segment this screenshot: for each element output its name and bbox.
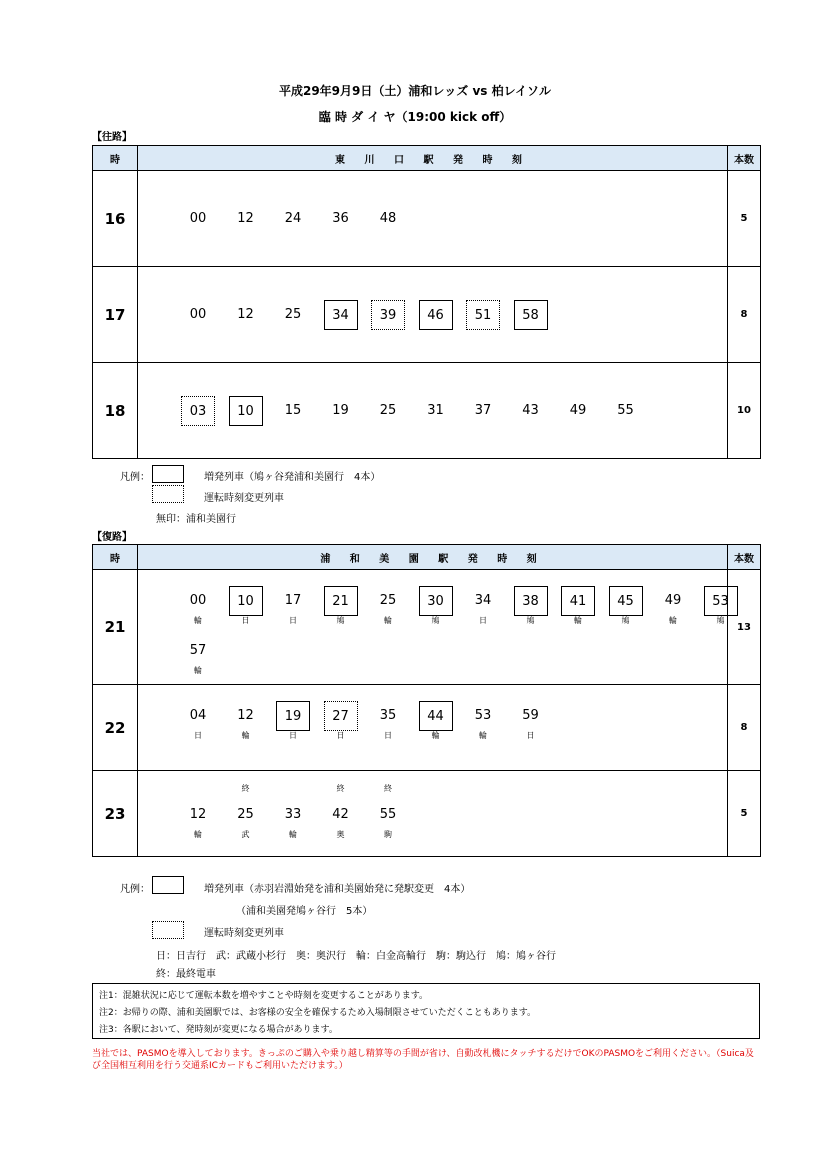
hour-row [93, 771, 761, 857]
count-cell: 5 [728, 171, 761, 267]
destination-abbrev: 日 [479, 616, 487, 625]
minutes-cell [138, 771, 728, 857]
legend-changed-box [152, 921, 184, 939]
minute-value: 55 [379, 807, 397, 822]
departure-time [229, 586, 263, 626]
legend-prefix: 凡例： [120, 884, 150, 895]
legend-extra-text-1: 増発列車（赤羽岩淵始発を浦和美園始発に発駅変更 4本） [204, 884, 471, 895]
destination-abbrev: 鳩 [431, 616, 440, 625]
departure-time [229, 204, 263, 234]
destination-abbrev: 日 [384, 731, 392, 740]
departure-time [276, 800, 310, 840]
minute-value: 00 [189, 307, 207, 322]
minute-value: 35 [379, 708, 397, 723]
destination-abbrev: 輪 [241, 731, 250, 740]
minute-value: 17 [284, 593, 302, 608]
pasmo-notice: 当社では、PASMOを導入しております。きっぷのご購入や乗り越し精算等の手間が省け、自動改札機にタッチするだけでOKのPASMOをご利用ください。（Suica及び全国相互利用を行う交通系ICカードもご利用いただけます。） [92, 1049, 754, 1071]
minute-value: 04 [189, 708, 207, 723]
departure-time [276, 586, 310, 626]
departure-time [466, 300, 500, 330]
minute-value: 57 [189, 643, 207, 658]
minute-value: 25 [379, 593, 397, 608]
minute-value: 31 [427, 403, 444, 418]
minute-value: 12 [237, 708, 254, 723]
departure-time [561, 396, 595, 426]
page-subtitle: 臨 時 ダ イ ヤ（19:00 kick off） [318, 110, 512, 124]
extra-train-minute: 58 [514, 300, 548, 330]
departure-time [419, 701, 453, 741]
legend-changed-box [152, 485, 184, 503]
minute-value: 43 [522, 403, 539, 418]
legend-extra-box [152, 876, 184, 894]
hour-row [93, 685, 761, 771]
departure-time [514, 396, 548, 426]
destination-abbrev: 輪 [384, 616, 392, 625]
destination-abbrev: 日 [289, 616, 297, 625]
minute-value: 12 [189, 807, 207, 822]
departure-time [324, 204, 358, 234]
col-count-header: 本数 [728, 146, 761, 171]
extra-train-minute: 46 [419, 300, 453, 330]
destination-abbrev: 日 [289, 731, 297, 740]
last-train-mark: 終 [336, 784, 345, 793]
legend-extra-box [152, 465, 184, 483]
departure-time [324, 784, 358, 840]
destination-abbrev: 輪 [574, 616, 582, 625]
destination-abbrev: 武 [241, 830, 250, 839]
hour-row [93, 171, 761, 267]
minute-value: 48 [379, 211, 397, 226]
col-hour-header: 時 [93, 146, 138, 171]
departure-time [324, 300, 358, 330]
return-timetable [92, 544, 761, 857]
hour-cell: 22 [93, 685, 138, 771]
destination-abbrev: 駒 [384, 830, 392, 839]
departure-time [181, 300, 215, 330]
departure-time [371, 204, 405, 234]
changed-train-minute: 27 [324, 701, 358, 731]
changed-train-minute: 51 [466, 300, 500, 330]
last-train-mark: 終 [384, 784, 392, 793]
minute-value: 24 [284, 211, 302, 226]
departure-time [181, 800, 215, 840]
departure-time [371, 586, 405, 626]
departure-time [656, 586, 690, 626]
minute-value: 49 [664, 593, 682, 608]
note-2: 注2：お帰りの際、浦和美園駅では、お客様の安全を確保するため入場制限させていただくこともあります。 [99, 1008, 537, 1018]
destination-abbrev: 輪 [289, 830, 297, 839]
legend-unmarked-text: 無印：浦和美園行 [156, 514, 236, 525]
minute-value: 25 [284, 307, 302, 322]
minute-value: 15 [284, 403, 302, 418]
outbound-timetable [92, 145, 761, 459]
minute-value: 34 [474, 593, 492, 608]
destination-abbrev: 輪 [194, 666, 202, 675]
departure-time [371, 701, 405, 741]
destination-abbrev: 日 [526, 731, 535, 740]
minute-value: 53 [474, 708, 492, 723]
extra-train-minute: 41 [561, 586, 595, 616]
minute-value: 49 [569, 403, 587, 418]
departure-time [229, 300, 263, 330]
col-title-header: 浦 和 美 園 駅 発 時 刻 [138, 545, 728, 570]
departure-time [181, 396, 215, 426]
extra-train-minute: 19 [276, 701, 310, 731]
minute-value: 00 [189, 593, 207, 608]
departure-time [276, 204, 310, 234]
legend-changed-text: 運転時刻変更列車 [204, 928, 284, 939]
destination-abbrev: 輪 [479, 731, 487, 740]
legend-last-text: 終：最終電車 [156, 969, 216, 980]
hour-cell: 16 [93, 171, 138, 267]
changed-train-minute: 03 [181, 396, 215, 426]
departure-time [371, 300, 405, 330]
departure-time [514, 300, 548, 330]
minute-value: 25 [379, 403, 397, 418]
count-cell: 8 [728, 685, 761, 771]
changed-train-minute: 39 [371, 300, 405, 330]
minute-value: 12 [237, 211, 254, 226]
departure-time [561, 586, 595, 626]
legend-abbrev-text: 日：日吉行 武：武蔵小杉行 奥：奥沢行 輪：白金高輪行 駒：駒込行 鳩：鳩ヶ谷行 [156, 951, 556, 962]
hour-row [93, 267, 761, 363]
minute-value: 19 [332, 403, 349, 418]
departure-time [704, 586, 738, 626]
minutes-cell [138, 171, 728, 267]
departure-time [276, 396, 310, 426]
destination-abbrev: 鳩 [716, 616, 725, 625]
destination-abbrev: 鳩 [336, 616, 345, 625]
last-train-mark: 終 [241, 784, 250, 793]
extra-train-minute: 38 [514, 586, 548, 616]
departure-time [229, 396, 263, 426]
departure-time [229, 701, 263, 741]
hour-row [93, 363, 761, 459]
departure-time [466, 701, 500, 741]
count-cell: 10 [728, 363, 761, 459]
hour-row [93, 570, 761, 685]
departure-time [466, 586, 500, 626]
destination-abbrev: 輪 [669, 616, 677, 625]
departure-time [514, 586, 548, 626]
hour-cell: 17 [93, 267, 138, 363]
destination-abbrev: 輪 [431, 731, 440, 740]
departure-time [276, 300, 310, 330]
departure-time [324, 586, 358, 626]
minute-value: 42 [332, 807, 349, 822]
departure-time [419, 300, 453, 330]
outbound-label: 【往路】 [92, 132, 132, 143]
minute-value: 37 [474, 403, 492, 418]
departure-time [371, 396, 405, 426]
minute-value: 36 [332, 211, 349, 226]
page-title: 平成29年9月9日（土）浦和レッズ vs 柏レイソル [278, 84, 551, 98]
legend-prefix: 凡例： [120, 472, 150, 483]
destination-abbrev: 奥 [336, 830, 345, 839]
hour-cell: 21 [93, 570, 138, 685]
departure-time [324, 396, 358, 426]
minute-value: 12 [237, 307, 254, 322]
departure-time [609, 586, 643, 626]
departure-time [324, 701, 358, 741]
extra-train-minute: 21 [324, 586, 358, 616]
destination-abbrev: 日 [194, 731, 202, 740]
departure-time [419, 396, 453, 426]
count-cell: 5 [728, 771, 761, 857]
note-3: 注3：各駅において、発時刻が変更になる場合があります。 [99, 1025, 338, 1035]
destination-abbrev: 日 [336, 731, 345, 740]
return-label: 【復路】 [92, 532, 132, 543]
destination-abbrev: 輪 [194, 830, 202, 839]
count-cell: 13 [728, 570, 761, 685]
count-cell: 8 [728, 267, 761, 363]
col-hour-header: 時 [93, 545, 138, 570]
note-1: 注1：混雑状況に応じて運転本数を増やすことや時刻を変更することがあります。 [99, 991, 429, 1001]
minutes-cell [138, 267, 728, 363]
hour-cell: 18 [93, 363, 138, 459]
departure-time [419, 586, 453, 626]
minute-value: 00 [189, 211, 207, 226]
departure-time [181, 636, 215, 676]
departure-time [276, 701, 310, 741]
departure-time [181, 204, 215, 234]
extra-train-minute: 30 [419, 586, 453, 616]
minutes-cell [138, 685, 728, 771]
destination-abbrev: 鳩 [526, 616, 535, 625]
destination-abbrev: 輪 [194, 616, 202, 625]
notes-box [92, 983, 760, 1039]
legend-changed-text: 運転時刻変更列車 [204, 493, 284, 504]
extra-train-minute: 10 [229, 396, 263, 426]
minute-value: 33 [284, 807, 302, 822]
departure-time [609, 396, 643, 426]
departure-time [514, 701, 548, 741]
minute-value: 55 [617, 403, 634, 418]
departure-time [181, 586, 215, 626]
extra-train-minute: 34 [324, 300, 358, 330]
extra-train-minute: 53 [704, 586, 738, 616]
extra-train-minute: 10 [229, 586, 263, 616]
destination-abbrev: 日 [241, 616, 250, 625]
legend-extra-text: 増発列車（鳩ヶ谷発浦和美園行 4本） [204, 472, 381, 483]
minute-value: 25 [237, 807, 254, 822]
departure-time [181, 701, 215, 741]
minutes-cell [138, 363, 728, 459]
col-title-header: 東 川 口 駅 発 時 刻 [138, 146, 728, 171]
departure-time [466, 396, 500, 426]
departure-time [229, 784, 263, 840]
departure-time [371, 784, 405, 840]
minutes-cell [138, 570, 728, 685]
extra-train-minute: 45 [609, 586, 643, 616]
extra-train-minute: 44 [419, 701, 453, 731]
hour-cell: 23 [93, 771, 138, 857]
legend-extra-text-2: （浦和美園発鳩ヶ谷行 5本） [236, 906, 373, 917]
destination-abbrev: 鳩 [621, 616, 630, 625]
minute-value: 59 [522, 708, 539, 723]
col-count-header: 本数 [728, 545, 761, 570]
